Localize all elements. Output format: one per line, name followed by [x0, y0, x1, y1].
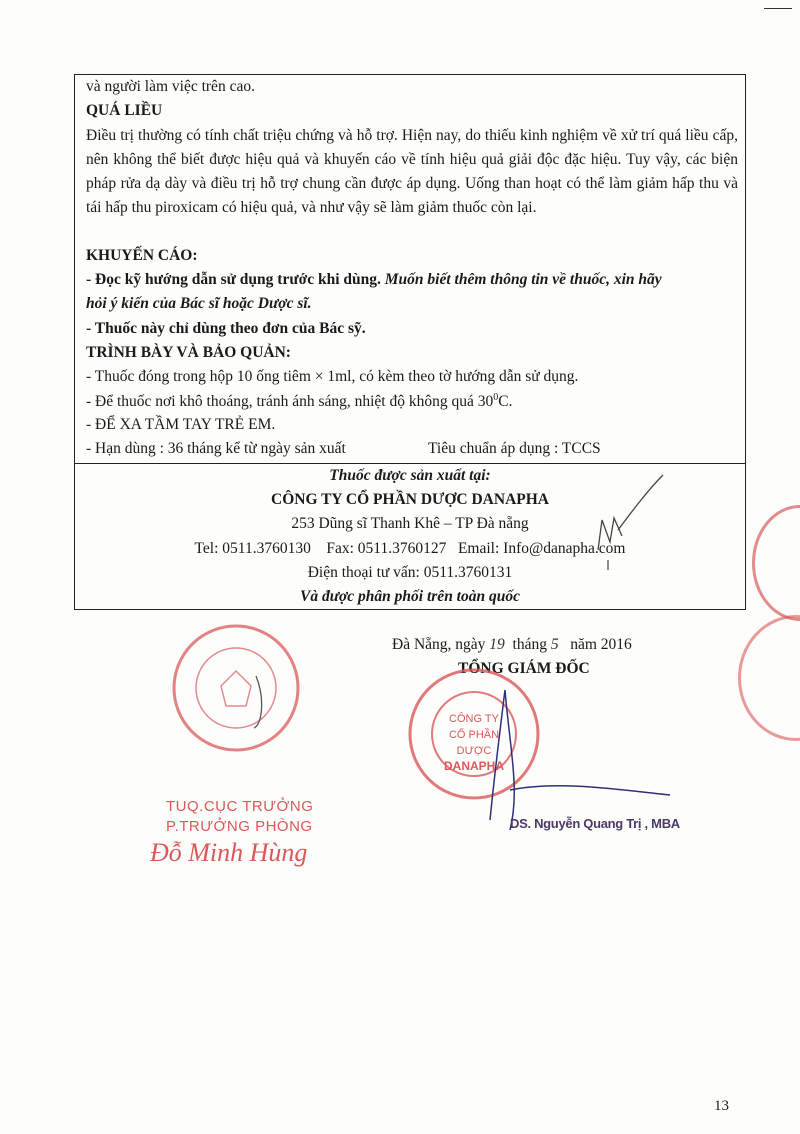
- top-line: và người làm việc trên cao.: [86, 78, 255, 95]
- date-month: 5: [550, 636, 559, 653]
- storage-line-4-left: - Hạn dùng : 36 tháng kể từ ngày sản xuất: [86, 440, 346, 457]
- section-divider: [74, 463, 746, 464]
- warning-line-3: - Thuốc này chỉ dùng theo đơn của Bác sỹ.: [86, 320, 366, 337]
- warning-heading: KHUYẾN CÁO:: [86, 247, 198, 264]
- warning-line-1: [86, 271, 662, 289]
- manufacturer-hotline: Điện thoại tư vấn: 0511.3760131: [307, 564, 513, 581]
- director-signature: [480, 670, 680, 840]
- warning-line-1-bold: - Đọc kỹ hướng dẫn sử dụng trước khi dùng.: [86, 271, 381, 288]
- edge-stamp-1: [752, 505, 800, 621]
- signature-title: TỔNG GIÁM ĐỐC: [458, 660, 590, 677]
- date-day: 19: [489, 636, 505, 653]
- page-number: 13: [714, 1098, 729, 1114]
- storage-line-2-suffix: C.: [498, 393, 513, 411]
- approval-stamp: [166, 616, 306, 766]
- storage-heading: TRÌNH BÀY VÀ BẢO QUẢN:: [86, 344, 291, 361]
- manufacturer-signature-mark: [588, 470, 668, 580]
- storage-line-4-right: Tiêu chuẩn áp dụng : TCCS: [428, 440, 601, 457]
- edge-stamp-2: [738, 615, 800, 741]
- date-year: năm 2016: [570, 636, 632, 653]
- date-prefix: Đà Nẵng, ngày: [392, 636, 486, 653]
- storage-line-2: [86, 392, 512, 411]
- stamp-text-2: CỔ PHẦN: [448, 729, 500, 741]
- manufacturer-contact: Tel: 0511.3760130 Fax: 0511.3760127 Email: Info@danapha.com: [194, 540, 626, 557]
- warning-line-2: hỏi ý kiến của Bác sĩ hoặc Dược sĩ.: [86, 295, 312, 312]
- stamp-text-4: DANAPHA: [444, 759, 504, 773]
- manufacturer-company: CÔNG TY CỔ PHẦN DƯỢC DANAPHA: [271, 491, 549, 508]
- director-name: DS. Nguyễn Quang Trị , MBA: [510, 816, 680, 831]
- warning-line-1-italic: Muốn biết thêm thông tin về thuốc, xin hãy: [380, 271, 662, 288]
- manufacturer-address: 253 Dũng sĩ Thanh Khê – TP Đà nẵng: [291, 515, 529, 532]
- stamp-text-1: CÔNG TY: [449, 713, 499, 725]
- date-month-label: tháng: [512, 636, 547, 653]
- corner-mark: [764, 8, 792, 9]
- approval-line-1: TUQ.CỤC TRƯỞNG: [166, 798, 314, 815]
- storage-line-2-sup: 0: [493, 392, 499, 403]
- overdose-heading: QUÁ LIỀU: [86, 102, 163, 119]
- storage-line-3: - ĐỂ XA TẦM TAY TRẺ EM.: [86, 416, 276, 433]
- stamp-text-3: DƯỢC: [456, 745, 492, 757]
- signature-date: [392, 636, 632, 654]
- approval-name: Đỗ Minh Hùng: [150, 838, 308, 867]
- storage-line-1: - Thuốc đóng trong hộp 10 ống tiêm × 1ml, có kèm theo tờ hướng dẫn sử dụng.: [86, 368, 579, 385]
- storage-line-2-prefix: - Để thuốc nơi khô thoáng, tránh ánh sáng, nhiệt độ không quá 30: [86, 393, 494, 411]
- manufacturer-distribution: Và được phân phối trên toàn quốc: [299, 588, 520, 605]
- approval-line-2: P.TRƯỞNG PHÒNG: [166, 818, 313, 835]
- overdose-text: Điều trị thường có tính chất triệu chứng và hỗ trợ. Hiện nay, do thiếu kinh nghiệm về xử trí quá liều cấp, nên không thể biết được hiệu quả và khuyến cáo về tính hiệu quả giải độc đặc hiệu. Tuy vậy, các biện pháp rửa dạ dày và điều trị hỗ trợ chung cần được áp dụng. Uống than hoạt có thể làm giảm hấp thu và tái hấp thu piroxicam có hiệu quả, và như vậy sẽ làm giảm thuốc còn lại.: [86, 127, 738, 216]
- manufacturer-intro: Thuốc được sản xuất tại:: [329, 467, 491, 484]
